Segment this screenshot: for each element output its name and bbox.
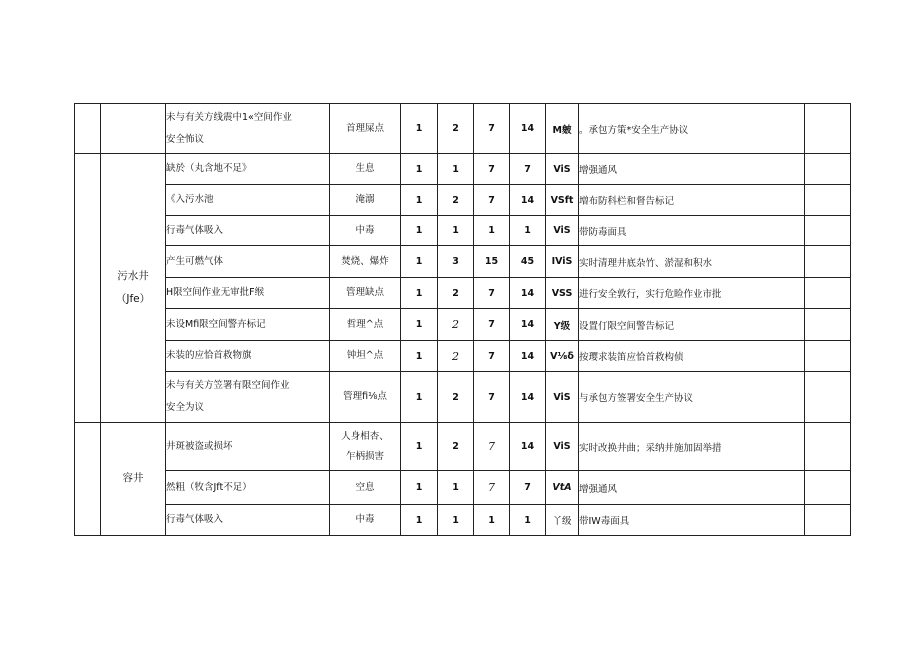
row-number-cell <box>75 104 101 154</box>
control-measure-cell: 实时清理井底杂竹、淤湿和积水 <box>579 246 805 278</box>
consequence-score-cell: 7 <box>474 154 510 185</box>
risk-level-cell: M皴 <box>546 104 579 154</box>
risk-level-cell: ViS <box>546 216 579 246</box>
control-measure-cell: 带IW毒面具 <box>579 505 805 536</box>
remark-cell <box>805 154 851 185</box>
hazard-cell: 行毒气体吸入 <box>166 216 330 246</box>
exposure-cell: 2 <box>438 104 474 154</box>
location-label: 容井 <box>122 472 144 485</box>
consequence-score-cell: 7 <box>474 104 510 154</box>
control-measure-cell: 。承包方策*安全生产协议 <box>579 104 805 154</box>
likelihood-cell: 1 <box>401 372 438 423</box>
table-row <box>75 278 851 309</box>
consequence-cell: 淹溺 <box>330 185 401 216</box>
table-row <box>75 154 851 185</box>
row-number-cell <box>75 154 101 423</box>
remark-cell <box>805 471 851 505</box>
consequence-cell: 首理屎点 <box>330 104 401 154</box>
hazard-cell: 缺於（丸含地不足》 <box>166 154 330 185</box>
consequence-score-cell: 15 <box>474 246 510 278</box>
remark-cell <box>805 309 851 341</box>
risk-level-cell: ViS <box>546 372 579 423</box>
consequence-cell: 生息 <box>330 154 401 185</box>
control-measure-cell: 带防毒面具 <box>579 216 805 246</box>
likelihood-cell: 1 <box>401 341 438 372</box>
table-row <box>75 505 851 536</box>
risk-level-cell: ViS <box>546 154 579 185</box>
remark-cell <box>805 341 851 372</box>
consequence-score-cell: 7 <box>474 309 510 341</box>
remark-cell <box>805 278 851 309</box>
consequence-score-cell: 7 <box>474 185 510 216</box>
risk-score-cell: 14 <box>510 278 546 309</box>
likelihood-cell: 1 <box>401 154 438 185</box>
likelihood-cell: 1 <box>401 216 438 246</box>
control-measure-cell: 设置仃限空间警告标记 <box>579 309 805 341</box>
location-cell <box>101 104 166 154</box>
table-row <box>75 309 851 341</box>
risk-score-cell: 1 <box>510 505 546 536</box>
risk-level-cell: VSS <box>546 278 579 309</box>
hazard-cell: 未装的应恰首救物旗 <box>166 341 330 372</box>
control-measure-cell: 进行安全敦行，实行危睑作业市批 <box>579 278 805 309</box>
consequence-score-cell: 7 <box>474 278 510 309</box>
risk-score-cell: 14 <box>510 372 546 423</box>
hazard-cell: 未设Mfi限空间警卉标记 <box>166 309 330 341</box>
likelihood-cell: 1 <box>401 423 438 471</box>
consequence-text-line: 乍柄损害 <box>345 450 384 462</box>
hazard-text-line: 未与有关方笠署有限空间作业 <box>166 380 290 392</box>
likelihood-cell: 1 <box>401 185 438 216</box>
row-number-cell <box>75 423 101 536</box>
risk-level-cell: V⅛δ <box>546 341 579 372</box>
risk-level-cell: 丫级 <box>546 505 579 536</box>
hazard-text-line: 未与有关方线震中1«空间作业 <box>166 111 292 123</box>
table-row <box>75 423 851 471</box>
hazard-cell: H限空间作业无审批F缑 <box>166 278 330 309</box>
control-measure-cell: 按璎求装笛应恰首救构侦 <box>579 341 805 372</box>
exposure-cell: 2 <box>438 372 474 423</box>
consequence-cell: 哲理^点 <box>330 309 401 341</box>
likelihood-cell: 1 <box>401 505 438 536</box>
location-label: 污水井 <box>117 269 149 282</box>
hazard-cell: 《入污水池 <box>166 185 330 216</box>
exposure-cell: 1 <box>438 154 474 185</box>
consequence-score-cell: 7 <box>474 471 510 505</box>
exposure-cell: 1 <box>438 505 474 536</box>
remark-cell <box>805 423 851 471</box>
risk-score-cell: 1 <box>510 216 546 246</box>
remark-cell <box>805 104 851 154</box>
consequence-cell: 焚烧、爆炸 <box>330 246 401 278</box>
risk-score-cell: 14 <box>510 423 546 471</box>
hazard-cell: 产生可燃气体 <box>166 246 330 278</box>
control-measure-cell: 增强通风 <box>579 154 805 185</box>
likelihood-cell: 1 <box>401 471 438 505</box>
consequence-cell: 钟坦^点 <box>330 341 401 372</box>
exposure-cell: 2 <box>438 309 474 341</box>
consequence-cell: 管理fi⅛点 <box>330 372 401 423</box>
exposure-cell: 1 <box>438 216 474 246</box>
consequence-cell: 中毒 <box>330 216 401 246</box>
consequence-score-cell: 7 <box>474 372 510 423</box>
likelihood-cell: 1 <box>401 104 438 154</box>
likelihood-cell: 1 <box>401 278 438 309</box>
table-row <box>75 216 851 246</box>
remark-cell <box>805 246 851 278</box>
consequence-cell: 中毒 <box>330 505 401 536</box>
table-row <box>75 341 851 372</box>
hazard-cell <box>166 372 330 423</box>
risk-score-cell: 14 <box>510 185 546 216</box>
exposure-cell: 1 <box>438 471 474 505</box>
consequence-score-cell: 1 <box>474 505 510 536</box>
exposure-cell: 3 <box>438 246 474 278</box>
consequence-cell <box>330 423 401 471</box>
consequence-score-cell: 1 <box>474 216 510 246</box>
risk-assessment-table <box>74 103 851 536</box>
remark-cell <box>805 185 851 216</box>
risk-level-cell: IViS <box>546 246 579 278</box>
exposure-cell: 2 <box>438 185 474 216</box>
risk-level-cell: VtA <box>546 471 579 505</box>
likelihood-cell: 1 <box>401 246 438 278</box>
risk-score-cell: 7 <box>510 471 546 505</box>
remark-cell <box>805 505 851 536</box>
hazard-text-line: 安全怖议 <box>166 133 205 145</box>
hazard-text-line: 安全为议 <box>166 402 205 413</box>
consequence-score-cell: 7 <box>474 423 510 471</box>
table-row <box>75 471 851 505</box>
consequence-cell: 管理缺点 <box>330 278 401 309</box>
exposure-cell: 2 <box>438 278 474 309</box>
control-measure-cell: 实时改换井曲；采纳井施加固举措 <box>579 423 805 471</box>
control-measure-cell: 増布防科栏和督告标记 <box>579 185 805 216</box>
risk-level-cell: Y级 <box>546 309 579 341</box>
exposure-cell: 2 <box>438 423 474 471</box>
location-cell <box>101 423 166 536</box>
risk-score-cell: 45 <box>510 246 546 278</box>
remark-cell <box>805 372 851 423</box>
consequence-cell: 空息 <box>330 471 401 505</box>
risk-score-cell: 14 <box>510 309 546 341</box>
table-row <box>75 372 851 423</box>
hazard-cell: 井斑被盗或损坏 <box>166 423 330 471</box>
control-measure-cell: 与承包方签署安全生产协议 <box>579 372 805 423</box>
table-row <box>75 246 851 278</box>
consequence-text-line: 人身相杏、 <box>341 430 389 442</box>
consequence-score-cell: 7 <box>474 341 510 372</box>
remark-cell <box>805 216 851 246</box>
exposure-cell: 2 <box>438 341 474 372</box>
hazard-cell: 然粗（牧含Jft不足） <box>166 471 330 505</box>
risk-score-cell: 14 <box>510 104 546 154</box>
risk-score-cell: 7 <box>510 154 546 185</box>
hazard-cell: 行毒气体吸入 <box>166 505 330 536</box>
table-row <box>75 185 851 216</box>
location-cell <box>101 154 166 423</box>
location-label: （Jfe） <box>115 293 151 305</box>
risk-level-cell: VSft <box>546 185 579 216</box>
table-row <box>75 104 851 154</box>
risk-score-cell: 14 <box>510 341 546 372</box>
likelihood-cell: 1 <box>401 309 438 341</box>
hazard-cell <box>166 104 330 154</box>
risk-level-cell: ViS <box>546 423 579 471</box>
control-measure-cell: 增强通风 <box>579 471 805 505</box>
